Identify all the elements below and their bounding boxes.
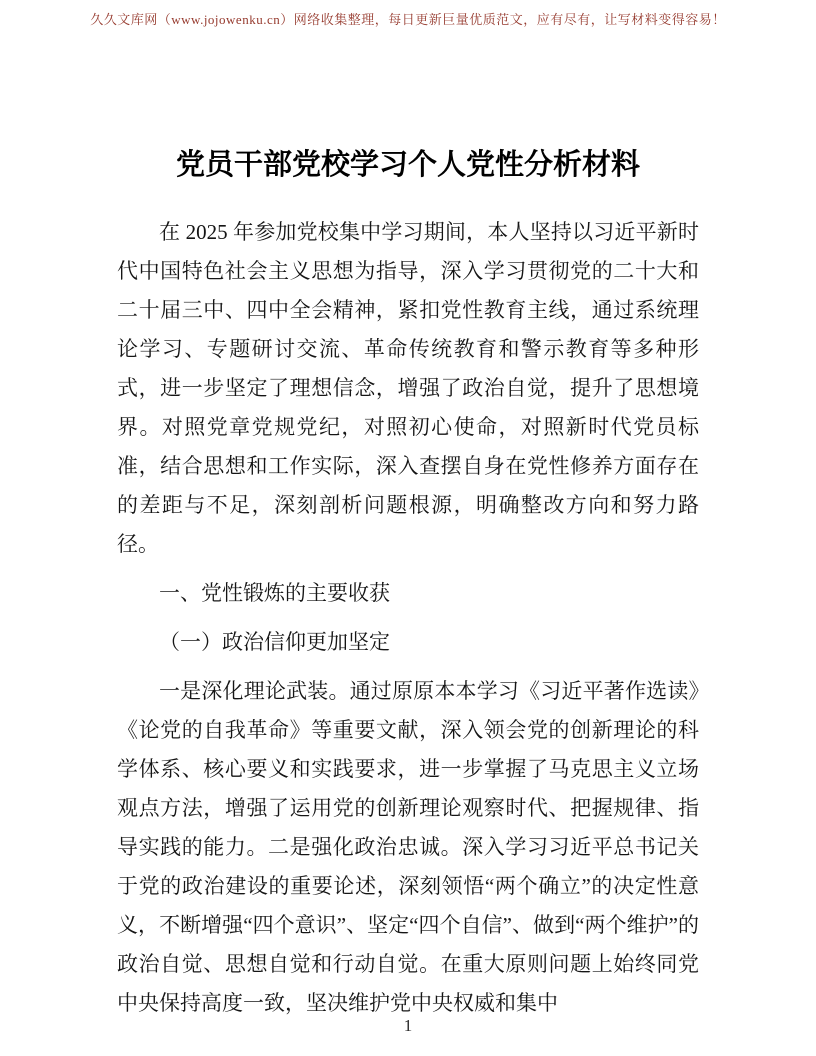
document-title: 党员干部党校学习个人党性分析材料 xyxy=(175,149,640,181)
section-heading-main-gains: 一、党性锻炼的主要收获 xyxy=(159,581,390,605)
paragraph-body: 一是深化理论武装。通过原原本本学习《习近平著作选读》《论党的自我革命》等重要文献，深入领会党的创新理论的科学体系、核心要义和实践要求，进一步掌握了马克思主义立场观点方法，增强了运用党的创新理论观察时代、把握规律、指导实践的能力。二是强化政治忠诚。深入学习习近平总书记关于党的政治建设的重要论述，深刻领悟“两个确立”的决定性意义，不断增强“四个意识”、坚定“四个自信”、做到“两个维护”的政治自觉、思想自觉和行动自觉。在重大原则问题上始终同党中央保持高度一致，坚决维护党中央权威和集中 xyxy=(117,679,699,1015)
page-number: 1 xyxy=(403,1016,413,1035)
paragraph-intro: 在 2025 年参加党校集中学习期间，本人坚持以习近平新时代中国特色社会主义思想为指导，深入学习贯彻党的二十大和二十届三中、四中全会精神，紧扣党性教育主线，通过系统理论学习、专题研讨交流、革命传统教育和警示教育等多种形式，进一步坚定了理想信念，增强了政治自觉，提升了思想境界。对照党章党规党纪，对照初心使命，对照新时代党员标准，结合思想和工作实际，深入查摆自身在党性修养方面存在的差距与不足，深刻剖析问题根源，明确整改方向和努力路径。 xyxy=(117,220,699,556)
document-body xyxy=(117,213,699,1023)
watermark-header: 久久文库网（www.jojowenku.cn）网络收集整理，每日更新巨量优质范文，应有尽有，让写材料变得容易！ xyxy=(90,12,726,27)
subsection-heading-political-belief: （一）政治信仰更加坚定 xyxy=(159,630,390,654)
